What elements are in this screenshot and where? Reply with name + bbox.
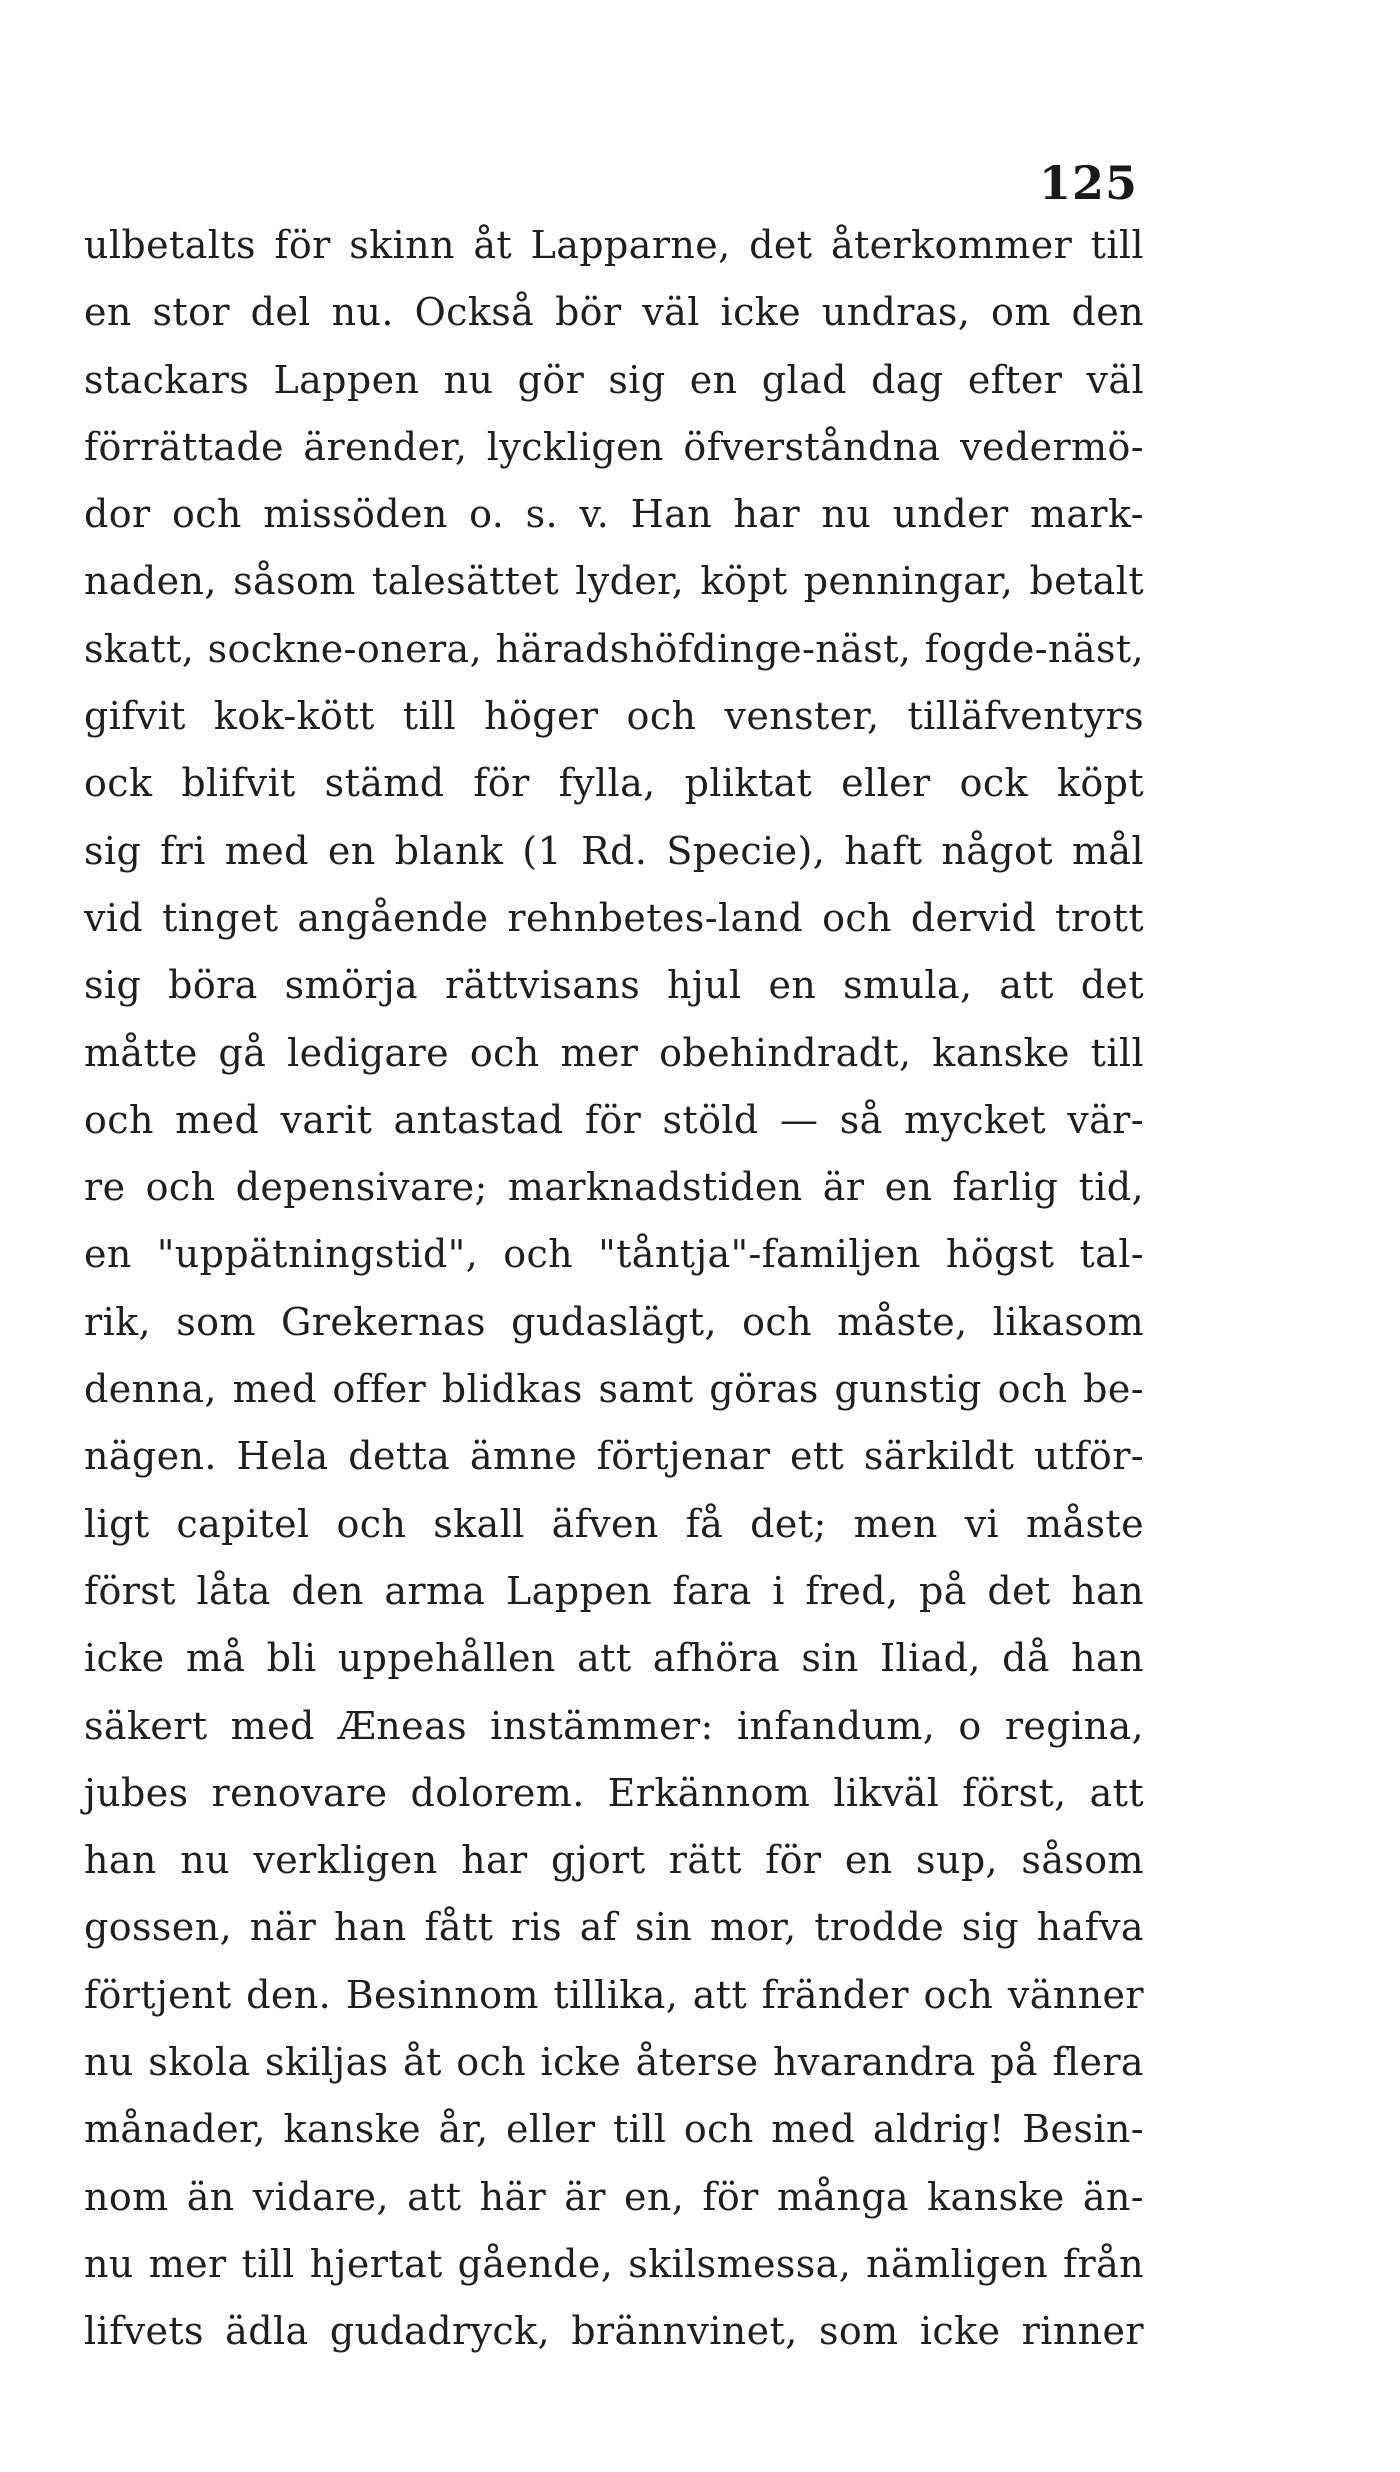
text-line: en "uppätningstid", och "tåntja"-familjen högst tal- xyxy=(84,1232,1144,1277)
text-line: vid tinget angående rehnbetes-land och dervid trott xyxy=(84,895,1144,940)
text-line: re och depensivare; marknadstiden är en farlig tid, xyxy=(84,1165,1144,1210)
text-line: jubes renovare dolorem. Erkännom likväl först, att xyxy=(84,1770,1144,1815)
text-line: rik, som Grekernas gudaslägt, och måste, likasom xyxy=(84,1299,1144,1344)
text-line: ligt capitel och skall äfven få det; men vi måste xyxy=(84,1501,1144,1546)
text-line: stackars Lappen nu gör sig en glad dag efter väl xyxy=(84,357,1144,402)
text-line: förtjent den. Besinnom tillika, att fränder och vänner xyxy=(84,1972,1144,2017)
text-line: en stor del nu. Också bör väl icke undras, om den xyxy=(84,290,1144,335)
text-line: icke må bli uppehållen att afhöra sin Iliad, då han xyxy=(84,1636,1144,1681)
text-line: han nu verkligen har gjort rätt för en sup, såsom xyxy=(84,1838,1144,1883)
text-line: först låta den arma Lappen fara i fred, på det han xyxy=(84,1568,1144,1613)
text-line: sig böra smörja rättvisans hjul en smula, att det xyxy=(84,963,1144,1008)
text-line: sig fri med en blank (1 Rd. Specie), haft något mål xyxy=(84,828,1144,873)
text-line: nägen. Hela detta ämne förtjenar ett särkildt utför- xyxy=(84,1434,1144,1479)
text-line: månader, kanske år, eller till och med aldrig! Besin- xyxy=(84,2107,1144,2152)
text-line: nom än vidare, att här är en, för många kanske än- xyxy=(84,2174,1144,2219)
text-line: skatt, sockne-onera, häradshöfdinge-näst, fogde-näst, xyxy=(84,626,1144,671)
text-line: ock blifvit stämd för fylla, pliktat eller ock köpt xyxy=(84,761,1144,806)
page-number: 125 xyxy=(1038,156,1138,210)
text-line: ulbetalts för skinn åt Lapparne, det återkommer till xyxy=(84,223,1144,267)
text-line: nu mer till hjertat gående, skilsmessa, nämligen från xyxy=(84,2241,1144,2286)
text-line: förrättade ärender, lyckligen öfverståndna vedermö- xyxy=(84,424,1144,469)
text-line: lifvets ädla gudadryck, brännvinet, som icke rinner xyxy=(84,2309,1144,2354)
text-line: denna, med offer blidkas samt göras gunstig och be- xyxy=(84,1367,1144,1412)
text-line: gossen, när han fått ris af sin mor, trodde sig hafva xyxy=(84,1905,1144,1950)
text-line: dor och missöden o. s. v. Han har nu under mark- xyxy=(84,492,1144,537)
body-text xyxy=(84,212,1144,2366)
text-line: säkert med Æneas instämmer: infandum, o regina, xyxy=(84,1703,1144,1748)
text-line: gifvit kok-kött till höger och venster, tilläfventyrs xyxy=(84,694,1144,739)
text-line: naden, såsom talesättet lyder, köpt penningar, betalt xyxy=(84,559,1144,604)
text-line: och med varit antastad för stöld — så mycket vär- xyxy=(84,1097,1144,1142)
text-line: nu skola skiljas åt och icke återse hvarandra på flera xyxy=(84,2040,1144,2085)
text-line: måtte gå ledigare och mer obehindradt, kanske till xyxy=(84,1030,1144,1075)
